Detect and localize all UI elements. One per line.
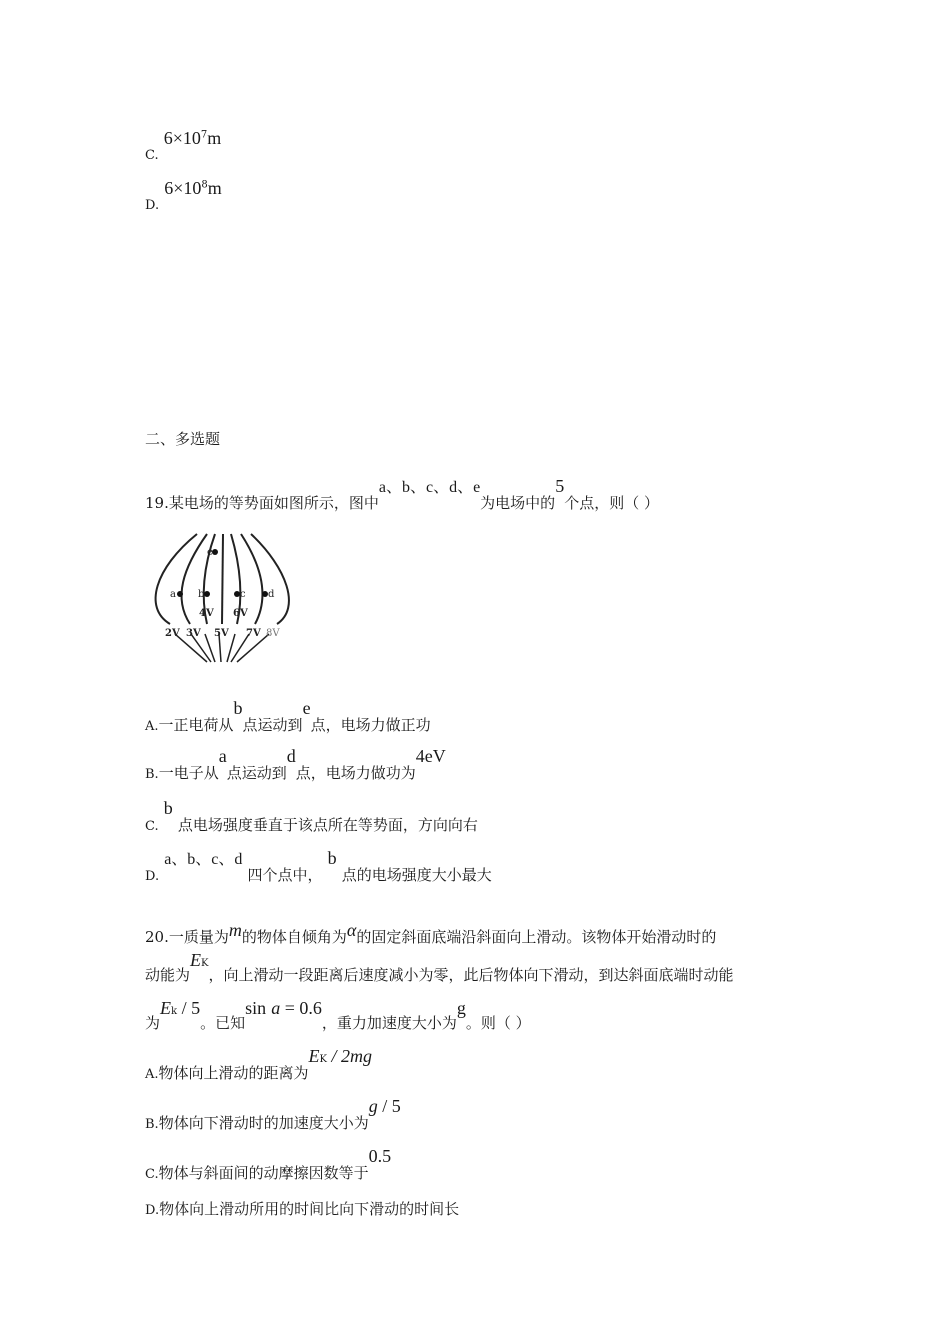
stem-text: 为 bbox=[145, 1014, 161, 1032]
math-var: b bbox=[327, 848, 337, 868]
math-var: b bbox=[233, 698, 243, 718]
option-text: 一正电荷从 bbox=[158, 716, 234, 734]
option-label: D. bbox=[145, 1203, 160, 1218]
math-rest: / 5 bbox=[177, 998, 201, 1018]
label-b: b bbox=[198, 589, 205, 600]
option-text: 一电子从 bbox=[158, 764, 219, 782]
math-var: m bbox=[228, 920, 242, 940]
math-unit: m bbox=[207, 128, 222, 148]
label-5v: 5V bbox=[214, 628, 229, 639]
option-label: C. bbox=[145, 819, 159, 834]
option-label: D. bbox=[145, 198, 160, 213]
stem-text: 19.某电场的等势面如图所示，图中 bbox=[145, 494, 379, 512]
q19-option-a bbox=[145, 698, 431, 734]
math-var: E bbox=[160, 998, 172, 1018]
math-var: a bbox=[271, 998, 281, 1018]
math-var: a bbox=[218, 746, 227, 766]
option-text: 点电场强度垂直于该点所在等势面，方向向右 bbox=[177, 816, 478, 834]
equipotential-figure bbox=[145, 528, 305, 666]
q20-stem-line-2 bbox=[145, 950, 734, 984]
stem-text: 20.一质量为 bbox=[145, 928, 229, 946]
option-label: B. bbox=[145, 767, 159, 782]
math-rest: / 2mg bbox=[327, 1046, 373, 1066]
stem-text: 个点，则（ ） bbox=[564, 494, 659, 512]
q18-option-c bbox=[145, 128, 222, 163]
q19-option-b bbox=[145, 746, 446, 782]
math-value: 4eV bbox=[415, 746, 446, 766]
math-times: ×10 bbox=[173, 178, 202, 198]
stem-text: 。已知 bbox=[200, 1014, 246, 1032]
option-text: 点运动到 bbox=[226, 764, 287, 782]
stem-text: 的物体自倾角为 bbox=[241, 928, 347, 946]
math-exp: 8 bbox=[201, 179, 208, 191]
stem-text: 。则（ ） bbox=[465, 1014, 531, 1032]
math-fn: sin bbox=[245, 998, 267, 1018]
option-label: A. bbox=[145, 1067, 159, 1082]
q20-option-b bbox=[145, 1096, 401, 1132]
q19-option-c bbox=[145, 798, 478, 834]
stem-text: ，重力加速度大小为 bbox=[321, 1014, 457, 1032]
option-text: 物体向上滑动的距离为 bbox=[158, 1064, 309, 1082]
math-sub: k bbox=[171, 1006, 178, 1017]
math-value: 0.5 bbox=[368, 1146, 392, 1166]
option-label: C. bbox=[145, 148, 159, 163]
math-var: α bbox=[346, 920, 357, 940]
label-8v: 8V bbox=[266, 628, 280, 639]
stem-text: ，向上滑动一段距离后速度减小为零，此后物体向下滑动，到达斜面底端时动能 bbox=[208, 966, 734, 984]
equipotential-line-8v bbox=[251, 534, 289, 624]
label-7v: 7V bbox=[246, 628, 261, 639]
math-var: E bbox=[308, 1046, 320, 1066]
stem-count: 5 bbox=[555, 476, 565, 496]
point-b bbox=[204, 591, 210, 597]
label-4v: 4V bbox=[199, 608, 214, 619]
label-6v: 6V bbox=[233, 608, 248, 619]
option-label: C. bbox=[145, 1167, 159, 1182]
q19-option-d bbox=[145, 846, 492, 884]
stem-text: 为电场中的 bbox=[480, 494, 556, 512]
label-a: a bbox=[170, 589, 176, 600]
option-text: 点运动到 bbox=[242, 716, 303, 734]
math-rest: = 0.6 bbox=[280, 998, 322, 1018]
option-text: 点的电场强度大小最大 bbox=[341, 866, 492, 884]
q18-option-d bbox=[145, 178, 222, 213]
label-e: e bbox=[207, 547, 213, 558]
math-var: E bbox=[190, 950, 202, 970]
math-var: b bbox=[163, 798, 173, 818]
math-sub: K bbox=[319, 1054, 328, 1065]
option-label: A. bbox=[145, 719, 159, 734]
math-coef: 6 bbox=[163, 128, 173, 148]
math-var: d bbox=[286, 746, 296, 766]
equipotential-line-5v bbox=[222, 534, 223, 624]
stem-text: 动能为 bbox=[145, 966, 191, 984]
math-times: ×10 bbox=[172, 128, 201, 148]
math-var: e bbox=[302, 698, 311, 718]
math-var: g bbox=[368, 1096, 378, 1116]
label-d: d bbox=[268, 589, 275, 600]
option-text: 四个点中， bbox=[247, 866, 323, 884]
q20-stem-line-3 bbox=[145, 998, 531, 1032]
section-title: 二、多选题 bbox=[145, 430, 221, 448]
option-text: 点，电场力做功为 bbox=[295, 764, 416, 782]
label-3v: 3V bbox=[186, 628, 201, 639]
math-vars: a、b、c、d bbox=[164, 851, 243, 868]
label-c: c bbox=[240, 589, 246, 600]
math-rest: / 5 bbox=[377, 1096, 401, 1116]
stem-points: a、b、c、d、e bbox=[378, 479, 481, 496]
q19-stem bbox=[145, 474, 659, 512]
math-var: g bbox=[456, 998, 466, 1018]
point-a bbox=[177, 591, 183, 597]
math-unit: m bbox=[207, 178, 222, 198]
option-text: 物体向上滑动所用的时间比向下滑动的时间长 bbox=[159, 1200, 460, 1218]
q20-option-a bbox=[145, 1046, 373, 1082]
equipotential-line-2v bbox=[156, 534, 197, 624]
option-label: B. bbox=[145, 1117, 159, 1132]
q20-option-c bbox=[145, 1146, 392, 1182]
label-2v: 2V bbox=[165, 628, 180, 639]
stem-text: 的固定斜面底端沿斜面向上滑动。该物体开始滑动时的 bbox=[356, 928, 717, 946]
option-label: D. bbox=[145, 869, 160, 884]
q20-stem-line-1 bbox=[145, 920, 717, 946]
math-coef: 6 bbox=[164, 178, 174, 198]
option-text: 物体与斜面间的动摩擦因数等于 bbox=[158, 1164, 369, 1182]
option-text: 物体向下滑动时的加速度大小为 bbox=[158, 1114, 369, 1132]
q20-option-d bbox=[145, 1198, 459, 1219]
option-text: 点，电场力做正功 bbox=[310, 716, 431, 734]
math-exp: 7 bbox=[200, 129, 208, 141]
math-sub: K bbox=[201, 958, 209, 969]
